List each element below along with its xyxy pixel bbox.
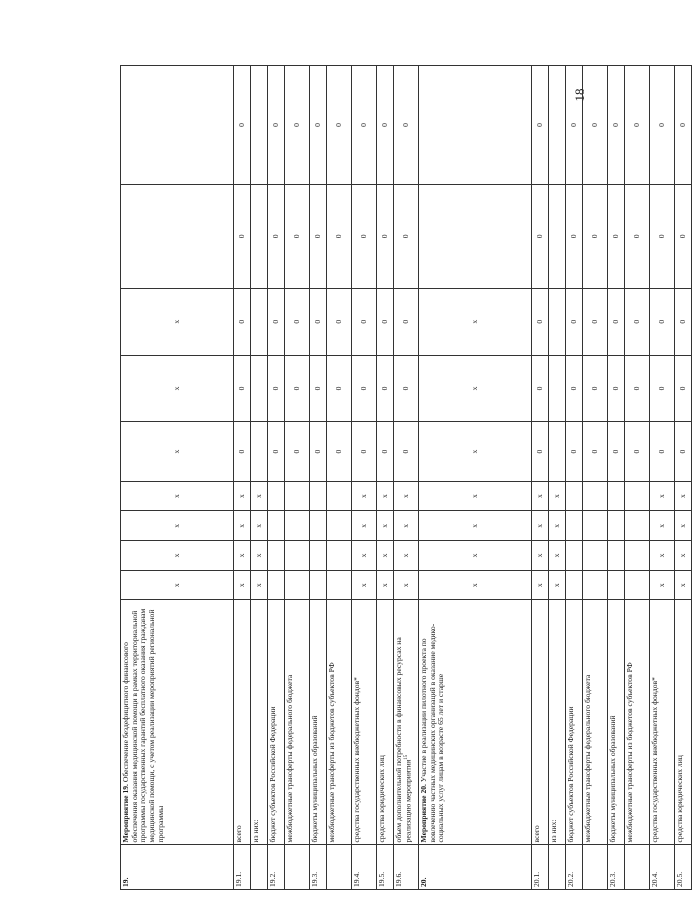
value-cell: x <box>121 481 234 511</box>
value-cell: x <box>234 481 251 511</box>
row-description <box>121 600 234 845</box>
value-cell: x <box>352 570 377 600</box>
value-cell: x <box>234 511 251 541</box>
value-cell <box>327 570 352 600</box>
value-cell <box>608 511 625 541</box>
value-cell: 0 <box>327 288 352 355</box>
value-cell <box>285 541 310 571</box>
row-description <box>583 600 608 845</box>
value-cell: 0 <box>532 355 549 422</box>
row-text: бюджеты муниципальных образований <box>310 715 319 843</box>
table-body <box>121 66 692 890</box>
value-cell: 0 <box>310 422 327 481</box>
value-cell: 0 <box>327 355 352 422</box>
table-row <box>549 66 566 890</box>
value-cell: x <box>549 541 566 571</box>
value-cell: x <box>251 541 268 571</box>
value-cell <box>419 184 532 288</box>
value-cell: x <box>419 511 532 541</box>
value-cell: 0 <box>394 66 419 185</box>
value-cell: 0 <box>532 288 549 355</box>
value-cell: x <box>419 481 532 511</box>
value-cell: 0 <box>234 288 251 355</box>
row-description <box>566 600 583 845</box>
table-row <box>377 66 394 890</box>
row-number: 19.3. <box>310 845 327 890</box>
value-cell <box>549 355 566 422</box>
value-cell <box>251 66 268 185</box>
value-cell: x <box>650 481 675 511</box>
row-text: межбюджетные трансферты из бюджетов субъектов РФ <box>327 662 336 843</box>
row-number: 20.2. <box>566 845 583 890</box>
value-cell <box>625 570 650 600</box>
budget-table <box>120 65 692 890</box>
value-cell: 0 <box>285 422 310 481</box>
row-description <box>650 600 675 845</box>
value-cell: x <box>234 570 251 600</box>
row-description <box>234 600 251 845</box>
row-number: 19.2. <box>268 845 285 890</box>
value-cell: 0 <box>327 66 352 185</box>
value-cell <box>310 541 327 571</box>
value-cell: 0 <box>352 422 377 481</box>
table-row <box>583 66 608 890</box>
row-number: 19.4. <box>352 845 377 890</box>
row-title: Мероприятие 19. <box>121 784 130 843</box>
value-cell: 0 <box>352 355 377 422</box>
value-cell: x <box>352 481 377 511</box>
value-cell: 0 <box>532 66 549 185</box>
row-description <box>377 600 394 845</box>
value-cell: x <box>234 541 251 571</box>
value-cell <box>121 66 234 185</box>
value-cell: x <box>251 511 268 541</box>
value-cell <box>251 288 268 355</box>
table-row <box>650 66 675 890</box>
value-cell <box>310 570 327 600</box>
value-cell: x <box>675 511 692 541</box>
value-cell: x <box>419 288 532 355</box>
row-text: Участие в реализации пилотного проекта по вовлечению частных медицинских организаций в оказание медико-социальных услуг лицам в возрасте 65 лет и старше <box>419 623 446 843</box>
table-row <box>234 66 251 890</box>
row-description <box>394 600 419 845</box>
value-cell: x <box>121 511 234 541</box>
value-cell <box>566 511 583 541</box>
value-cell: 0 <box>377 184 394 288</box>
value-cell: 0 <box>377 355 394 422</box>
value-cell <box>310 511 327 541</box>
value-cell: 0 <box>268 66 285 185</box>
value-cell: x <box>394 511 419 541</box>
value-cell <box>549 288 566 355</box>
value-cell: 0 <box>566 288 583 355</box>
value-cell: 0 <box>268 422 285 481</box>
value-cell: 0 <box>394 422 419 481</box>
value-cell: x <box>650 570 675 600</box>
value-cell: x <box>394 541 419 571</box>
value-cell: x <box>532 570 549 600</box>
value-cell: 0 <box>608 184 625 288</box>
row-number <box>251 845 268 890</box>
value-cell: 0 <box>608 288 625 355</box>
value-cell <box>327 511 352 541</box>
value-cell: 0 <box>675 66 692 185</box>
row-number <box>285 845 310 890</box>
value-cell: x <box>549 481 566 511</box>
value-cell: 0 <box>625 355 650 422</box>
row-number: 20.3. <box>608 845 625 890</box>
value-cell: 0 <box>285 184 310 288</box>
value-cell <box>327 481 352 511</box>
row-number: 20.4. <box>650 845 675 890</box>
row-text: всего <box>234 825 243 843</box>
value-cell <box>251 422 268 481</box>
value-cell: 0 <box>650 184 675 288</box>
value-cell: x <box>251 570 268 600</box>
value-cell <box>625 511 650 541</box>
value-cell: 0 <box>608 422 625 481</box>
value-cell <box>566 481 583 511</box>
value-cell <box>549 184 566 288</box>
value-cell: 0 <box>310 184 327 288</box>
row-text: бюджет субъектов Российской Федерации <box>268 706 277 843</box>
row-description <box>268 600 285 845</box>
table-row <box>352 66 377 890</box>
value-cell: x <box>419 422 532 481</box>
value-cell: x <box>419 541 532 571</box>
value-cell <box>251 355 268 422</box>
value-cell: x <box>121 570 234 600</box>
footnote-mark: 15 <box>403 754 409 760</box>
value-cell <box>549 422 566 481</box>
table-row <box>310 66 327 890</box>
value-cell: x <box>352 541 377 571</box>
value-cell: x <box>675 481 692 511</box>
value-cell: x <box>394 481 419 511</box>
value-cell: 0 <box>583 288 608 355</box>
row-number <box>583 845 608 890</box>
value-cell <box>583 481 608 511</box>
value-cell: x <box>532 481 549 511</box>
value-cell: 0 <box>675 184 692 288</box>
row-number <box>625 845 650 890</box>
value-cell: 0 <box>566 66 583 185</box>
row-description <box>419 600 532 845</box>
value-cell: x <box>121 541 234 571</box>
row-text: бюджет субъектов Российской Федерации <box>566 706 575 843</box>
value-cell: 0 <box>583 422 608 481</box>
value-cell: 0 <box>285 66 310 185</box>
row-description <box>675 600 692 845</box>
row-text: Обеспечение бездефицитного финансового обеспечения оказания медицинской помощи в рамках территориальной программы государственных гарантий бесплатного оказания гражданам медицинской помощи, с учетом реализации мероприятий региональной программы <box>121 608 165 843</box>
value-cell: 0 <box>608 66 625 185</box>
row-description <box>352 600 377 845</box>
row-number <box>327 845 352 890</box>
table-row <box>419 66 532 890</box>
value-cell: x <box>532 541 549 571</box>
value-cell: 0 <box>608 355 625 422</box>
row-text: межбюджетные трансферты федерального бюджета <box>285 674 294 843</box>
table-row <box>675 66 692 890</box>
table-row <box>608 66 625 890</box>
value-cell: x <box>650 511 675 541</box>
value-cell <box>285 511 310 541</box>
row-text: межбюджетные трансферты из бюджетов субъектов РФ <box>625 662 634 843</box>
row-text: из них: <box>549 819 558 843</box>
row-text: средства государственных внебюджетных фондов* <box>650 677 659 843</box>
value-cell: x <box>650 541 675 571</box>
value-cell <box>583 541 608 571</box>
value-cell: 0 <box>625 66 650 185</box>
table-row <box>327 66 352 890</box>
value-cell <box>625 481 650 511</box>
value-cell: x <box>377 570 394 600</box>
value-cell: x <box>675 541 692 571</box>
value-cell: 0 <box>327 184 352 288</box>
value-cell: 0 <box>650 288 675 355</box>
value-cell: 0 <box>394 355 419 422</box>
row-title: Мероприятие 20. <box>419 784 428 843</box>
value-cell: 0 <box>583 184 608 288</box>
row-text: межбюджетные трансферты федерального бюджета <box>583 674 592 843</box>
row-description <box>608 600 625 845</box>
value-cell: x <box>352 511 377 541</box>
value-cell: 0 <box>675 355 692 422</box>
row-text: средства государственных внебюджетных фондов* <box>352 677 361 843</box>
value-cell: x <box>377 511 394 541</box>
value-cell: 0 <box>352 288 377 355</box>
value-cell <box>583 570 608 600</box>
value-cell: x <box>549 570 566 600</box>
row-text: бюджеты муниципальных образований <box>608 715 617 843</box>
value-cell: 0 <box>583 66 608 185</box>
value-cell <box>608 541 625 571</box>
value-cell <box>419 66 532 185</box>
value-cell <box>608 570 625 600</box>
value-cell: 0 <box>532 184 549 288</box>
value-cell: 0 <box>377 422 394 481</box>
value-cell <box>310 481 327 511</box>
value-cell <box>268 511 285 541</box>
row-number: 20. <box>419 845 532 890</box>
value-cell: 0 <box>625 184 650 288</box>
row-text: из них: <box>251 819 260 843</box>
value-cell: x <box>549 511 566 541</box>
row-description <box>625 600 650 845</box>
value-cell: 0 <box>377 288 394 355</box>
table-row <box>532 66 549 890</box>
value-cell: 0 <box>268 355 285 422</box>
value-cell: 0 <box>327 422 352 481</box>
value-cell: x <box>419 570 532 600</box>
value-cell: x <box>121 355 234 422</box>
table-row <box>268 66 285 890</box>
value-cell: 0 <box>583 355 608 422</box>
value-cell <box>327 541 352 571</box>
table-row <box>285 66 310 890</box>
value-cell: 0 <box>394 184 419 288</box>
value-cell: 0 <box>234 355 251 422</box>
value-cell: 0 <box>650 66 675 185</box>
table-row <box>121 66 234 890</box>
row-number: 20.5. <box>675 845 692 890</box>
value-cell <box>285 570 310 600</box>
value-cell: x <box>251 481 268 511</box>
value-cell: 0 <box>268 184 285 288</box>
value-cell: x <box>675 570 692 600</box>
value-cell <box>268 570 285 600</box>
row-text: средства юридических лиц <box>377 755 386 843</box>
row-description <box>532 600 549 845</box>
row-description <box>251 600 268 845</box>
value-cell: 0 <box>352 66 377 185</box>
value-cell: 0 <box>650 355 675 422</box>
value-cell <box>121 184 234 288</box>
value-cell: x <box>377 481 394 511</box>
row-number: 20.1. <box>532 845 549 890</box>
table-row <box>394 66 419 890</box>
value-cell: 0 <box>625 422 650 481</box>
value-cell: 0 <box>310 66 327 185</box>
value-cell: 0 <box>234 422 251 481</box>
row-text: средства юридических лиц <box>675 755 684 843</box>
value-cell: x <box>532 511 549 541</box>
value-cell: x <box>121 288 234 355</box>
value-cell <box>608 481 625 511</box>
row-description <box>310 600 327 845</box>
value-cell: 0 <box>394 288 419 355</box>
row-number: 19.1. <box>234 845 251 890</box>
row-number: 19.5. <box>377 845 394 890</box>
row-description <box>285 600 310 845</box>
row-description <box>549 600 566 845</box>
value-cell: 0 <box>352 184 377 288</box>
value-cell: 0 <box>566 422 583 481</box>
value-cell <box>251 184 268 288</box>
value-cell <box>549 66 566 185</box>
row-description <box>327 600 352 845</box>
row-text: объем дополнительной потребности в финансовых ресурсах на реализацию мероприятия <box>394 637 413 843</box>
value-cell <box>268 481 285 511</box>
table-row <box>251 66 268 890</box>
value-cell: 0 <box>234 184 251 288</box>
value-cell <box>285 481 310 511</box>
value-cell: 0 <box>310 288 327 355</box>
value-cell <box>268 541 285 571</box>
value-cell <box>625 541 650 571</box>
value-cell: 0 <box>532 422 549 481</box>
value-cell: x <box>377 541 394 571</box>
value-cell: 0 <box>566 184 583 288</box>
page-number: 18 <box>572 88 587 102</box>
value-cell: 0 <box>625 288 650 355</box>
value-cell: 0 <box>675 422 692 481</box>
table-row <box>566 66 583 890</box>
value-cell: 0 <box>650 422 675 481</box>
value-cell <box>583 511 608 541</box>
value-cell: 0 <box>675 288 692 355</box>
value-cell: 0 <box>285 288 310 355</box>
value-cell: 0 <box>285 355 310 422</box>
row-number <box>549 845 566 890</box>
value-cell: x <box>419 355 532 422</box>
value-cell: x <box>121 422 234 481</box>
value-cell <box>566 541 583 571</box>
value-cell <box>566 570 583 600</box>
row-number: 19.6. <box>394 845 419 890</box>
row-number: 19. <box>121 845 234 890</box>
table-row <box>625 66 650 890</box>
value-cell: 0 <box>310 355 327 422</box>
row-text: всего <box>532 825 541 843</box>
value-cell: 0 <box>268 288 285 355</box>
value-cell: 0 <box>234 66 251 185</box>
value-cell: 0 <box>566 355 583 422</box>
value-cell: x <box>394 570 419 600</box>
value-cell: 0 <box>377 66 394 185</box>
